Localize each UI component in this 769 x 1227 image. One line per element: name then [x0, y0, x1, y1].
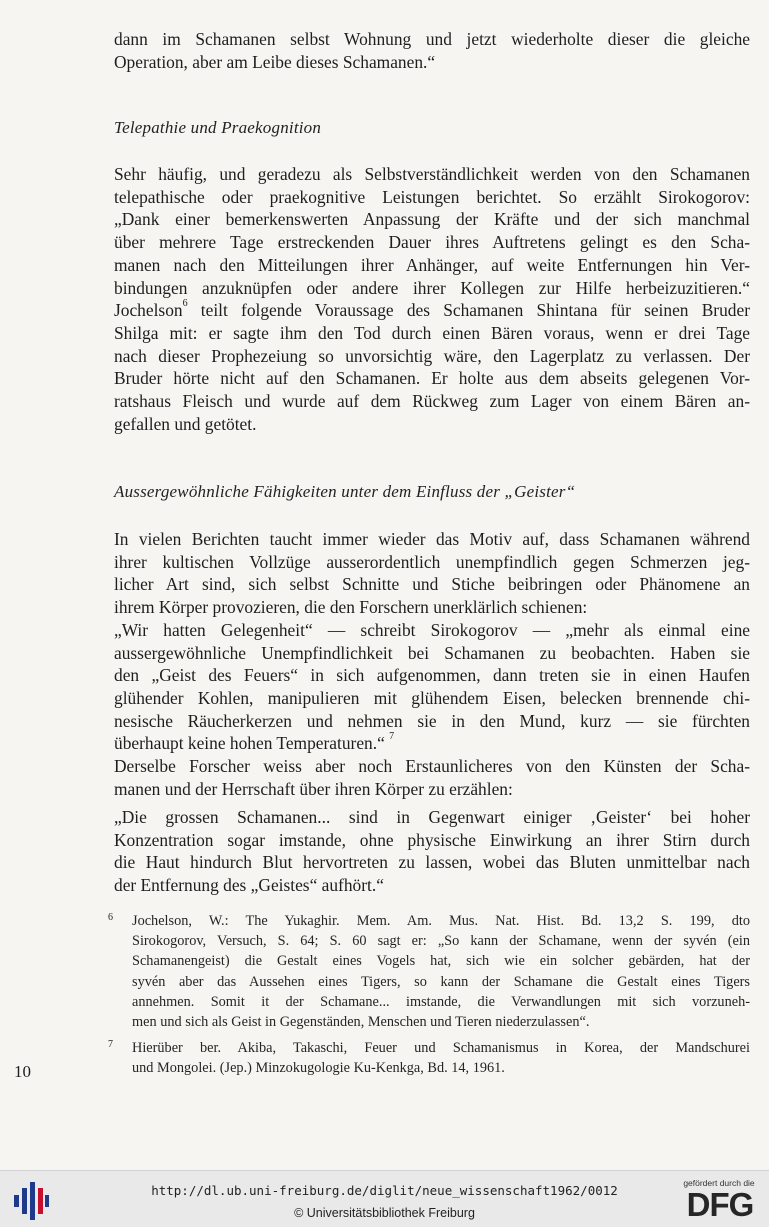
- text-line: ihrer kultischen Vollzüge ausserordentlich unempfindlich gegen Schmerzen jeg-: [114, 551, 750, 572]
- text-span: überhaupt keine hohen Temperaturen.“: [114, 733, 385, 754]
- text-line: ratshaus Fleisch und wurde auf dem Rückweg zum Lager von einem Bären an-: [114, 391, 750, 412]
- footnotes: [108, 911, 750, 1079]
- source-url-link[interactable]: http://dl.ub.uni-freiburg.de/diglit/neue_wissenschaft1962/0012: [151, 1183, 618, 1198]
- dfg-logo[interactable]: DFG: [686, 1186, 754, 1223]
- text-line: telepathische oder praekognitive Leistungen berichtet. So erzählt Sirokogorov:: [114, 186, 750, 207]
- footnote-ref-6[interactable]: 6: [182, 298, 188, 310]
- text-line: manen und der Herrschaft über ihren Körper zu erzählen:: [114, 778, 513, 799]
- block-quote: [114, 806, 750, 897]
- text-line: Operation, aber am Leibe dieses Schamanen.“: [114, 51, 436, 72]
- text-line: die Haut hindurch Blut hervortreten zu lassen, wobei das Bluten unmittelbar nach: [114, 852, 750, 873]
- page-number: 10: [14, 1062, 31, 1081]
- footnote-line: men und sich als Geist in Gegenständen, Menschen und Tieren niederzulassen“.: [132, 1014, 590, 1031]
- text-line: nesische Räucherkerzen und nehmen sie in den Mund, kurz — sie fürchten: [114, 710, 750, 731]
- paragraph-telepathie: [114, 163, 750, 435]
- text-line: Sehr häufig, und geradezu als Selbstverständlichkeit werden von den Schamanen: [114, 164, 750, 184]
- funding-caption: gefördert durch die: [683, 1178, 755, 1188]
- footnote-line: und Mongolei. (Jep.) Minzokugologie Ku-Kenkga, Bd. 14, 1961.: [132, 1060, 505, 1077]
- text-line: glühender Kohlen, manipulieren mit glühendem Eisen, belecken brennende chi-: [114, 687, 750, 708]
- text-line: In vielen Berichten taucht immer wieder das Motiv auf, dass Schamanen während: [114, 529, 750, 549]
- footnote-line: Sirokogorov, Versuch, S. 64; S. 60 sagt er: „So kann der Schamane, wenn der syvén (ein: [132, 933, 750, 950]
- text-line: „Dank einer bemerkenswerten Anpassung der Kräfte und der sich manchmal: [114, 209, 750, 230]
- text-line: Konzentration sogar imstande, ohne physische Einwirkung an ihrer Stirn durch: [114, 829, 750, 850]
- text-line: aussergewöhnliche Unempfindlichkeit bei Schamanen zu beobachten. Haben sie: [114, 642, 750, 663]
- footnote-line: Jochelson, W.: The Yukaghir. Mem. Am. Mus. Nat. Hist. Bd. 13,2 S. 199, dto: [132, 913, 750, 929]
- text-line: der Entfernung des „Geistes“ aufhört.“: [114, 875, 384, 896]
- text-line: Bruder hörte nicht auf den Schamanen. Er holte aus dem abseits gelegenen Vor-: [114, 368, 750, 389]
- text-line: dann im Schamanen selbst Wohnung und jetzt wiederholte dieser die gleiche: [114, 29, 750, 49]
- footnote-7: [108, 1038, 750, 1078]
- footnote-line: Schamanengeist) die Gestalt eines Vogels hat, sich wie ein solcher gebärden, hat der: [132, 953, 750, 970]
- text-line: nach dieser Prophezeiung so unvorsichtig wäre, den Lagerplatz zu verlassen. Der: [114, 345, 750, 366]
- footnote-line: Hierüber ber. Akiba, Takaschi, Feuer und Schamanismus in Korea, der Mandschurei: [132, 1040, 750, 1057]
- footnote-line: annehmen. Somit it der Schamane... imstande, die Verwandlungen mit sich vorzuneh-: [132, 993, 750, 1010]
- footnote-line: syvén aber das Aussehen eines Tigers, so kann der Schamane die Gestalt eines Tigers: [132, 973, 750, 990]
- text-line: Derselbe Forscher weiss aber noch Erstaunlicheres von den Künsten der Scha-: [114, 756, 750, 777]
- footnote-mark: 7: [108, 1039, 113, 1051]
- footnote-6: [108, 911, 750, 1032]
- text-line: [114, 299, 750, 322]
- text-line: gefallen und getötet.: [114, 413, 257, 434]
- text-line: über mehrere Tage erstreckenden Dauer ihres Auftretens gelingt es den Scha-: [114, 232, 750, 253]
- intro-paragraph: [114, 28, 750, 73]
- copyright-notice: © Universitätsbibliothek Freiburg: [294, 1206, 475, 1220]
- text-line: „Die grossen Schamanen... sind in Gegenwart einiger ‚Geister‘ bei hoher: [114, 807, 750, 827]
- text-line: ihrem Körper provozieren, die den Forschern unerklärlich schienen:: [114, 597, 588, 618]
- paragraph-faehigkeiten: [114, 528, 750, 800]
- text-line: den „Geist des Feuers“ in sich aufgenommen, dann treten sie in einen Haufen: [114, 665, 750, 686]
- text-line: bindungen anzuknüpfen oder andere ihrer Kollegen zur Hilfe herbeizuzitieren.“: [114, 277, 750, 298]
- text-line: manen nach den Mitteilungen ihrer Anhänger, auf weite Entfernungen hin Ver-: [114, 254, 750, 275]
- text-span: teilt folgende Voraussage des Schamanen Shintana für seinen Bruder: [187, 300, 750, 321]
- text-line: licher Art sind, sich selbst Schnitte und Stiche beibringen oder Phänomene an: [114, 574, 750, 595]
- text-line: „Wir hatten Gelegenheit“ — schreibt Sirokogorov — „mehr als einmal eine: [114, 619, 750, 640]
- section-heading-telepathie: Telepathie und Praekognition: [114, 118, 322, 137]
- section-heading-faehigkeiten: Aussergewöhnliche Fähigkeiten unter dem Einfluss der „Geister“: [114, 482, 576, 501]
- text-line: [114, 732, 750, 755]
- footnote-ref-7[interactable]: 7: [389, 731, 395, 743]
- author-name: Jochelson: [114, 300, 183, 321]
- text-line: Shilga mit: er sagte ihm den Tod durch einen Bären voraus, wenn er drei Tage: [114, 322, 750, 343]
- footnote-mark: 6: [108, 912, 113, 923]
